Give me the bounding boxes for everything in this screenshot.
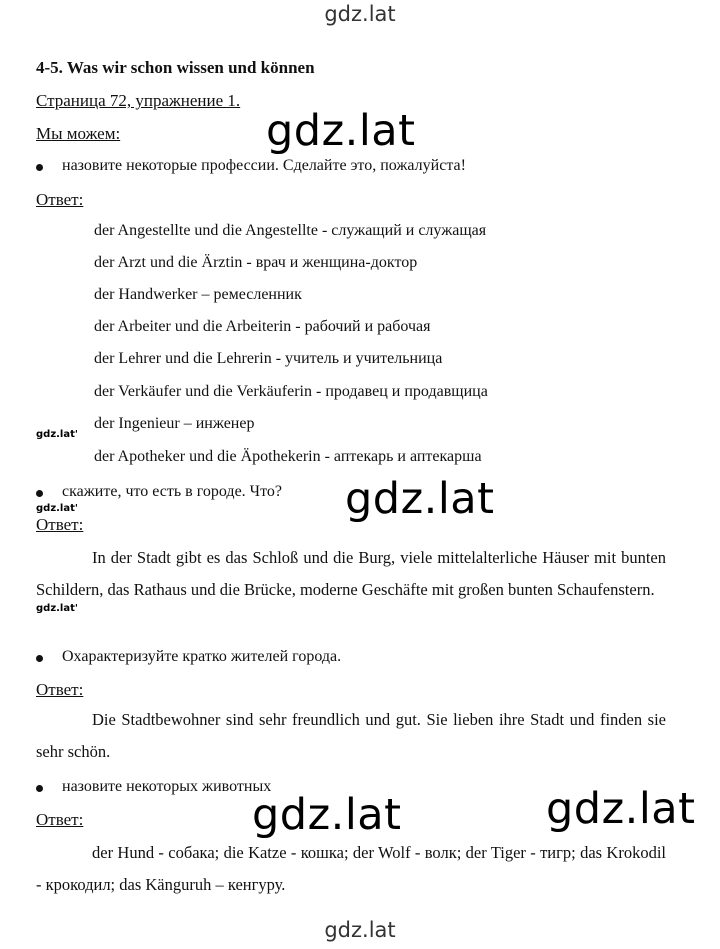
watermark-small-2: gdz.lat' [36,503,78,514]
bullet-icon [36,655,43,662]
profession-item: der Verkäufer und die Verkäuferin - продавец и продавщица [94,383,488,400]
bullet-icon [36,164,43,171]
city-answer-text: In der Stadt gibt es das Schloß und die Burg, viele mittelalterliche Häuser mit bunten Schildern, das Rathaus und die Brücke, moderne Geschäfte mit großen bunten Schaufenstern. [36,548,666,599]
page-reference: Страница 72, упражнение 1. [36,91,241,110]
section-heading: 4-5. Was wir schon wissen und können [36,58,315,77]
city-answer-paragraph [36,542,666,606]
profession-item: der Handwerker – ремесленник [94,286,302,303]
watermark-large-1: gdz.lat [266,106,416,156]
watermark-large-4: gdz.lat [546,784,696,834]
task-item-city [62,483,282,501]
residents-answer-text: Die Stadtbewohner sind sehr freundlich und gut. Sie lieben ihre Stadt und finden sie sehr schön. [36,710,666,761]
task-item-residents [62,648,341,666]
profession-item: der Lehrer und die Lehrerin - учитель и учительница [94,350,443,367]
watermark-bottom: gdz.lat [324,918,396,942]
task-item-professions [62,157,466,175]
answer-label-1: Ответ: [36,190,84,209]
we-can-label: Мы можем: [36,124,121,143]
profession-item: der Arbeiter und die Arbeiterin - рабочий и рабочая [94,318,431,335]
watermark-small-3: gdz.lat' [36,603,78,614]
answer-label-4: Ответ: [36,810,84,829]
bullet-icon [36,785,43,792]
animals-answer-text: der Hund - собака; die Katze - кошка; der Wolf - волк; der Tiger - тигр; das Krokodil - крокодил; das Känguruh – кенгуру. [36,843,666,894]
task-item-animals [62,778,271,796]
bullet-icon [36,490,43,497]
answer-label-2: Ответ: [36,515,84,534]
watermark-large-2: gdz.lat [345,474,495,524]
task-text: назовите некоторых животных [62,778,272,795]
profession-item: der Apotheker und die Äpothekerin - аптекарь и аптекарша [94,448,482,465]
profession-item: der Angestellte und die Angestellte - служащий и служащая [94,222,487,239]
answer-label-3: Ответ: [36,680,84,699]
profession-item: der Arzt und die Ärztin - врач и женщина-доктор [94,254,418,271]
task-text: Охарактеризуйте кратко жителей города. [62,648,342,665]
watermark-large-3: gdz.lat [252,790,402,840]
animals-answer-paragraph [36,837,666,901]
task-text: назовите некоторые профессии. Сделайте это, пожалуйста! [62,157,466,174]
profession-item: der Ingenieur – инженер [94,415,255,432]
watermark-small-1: gdz.lat' [36,429,78,440]
residents-answer-paragraph [36,704,666,768]
task-text: скажите, что есть в городе. Что? [62,483,282,500]
watermark-top: gdz.lat [324,2,396,26]
